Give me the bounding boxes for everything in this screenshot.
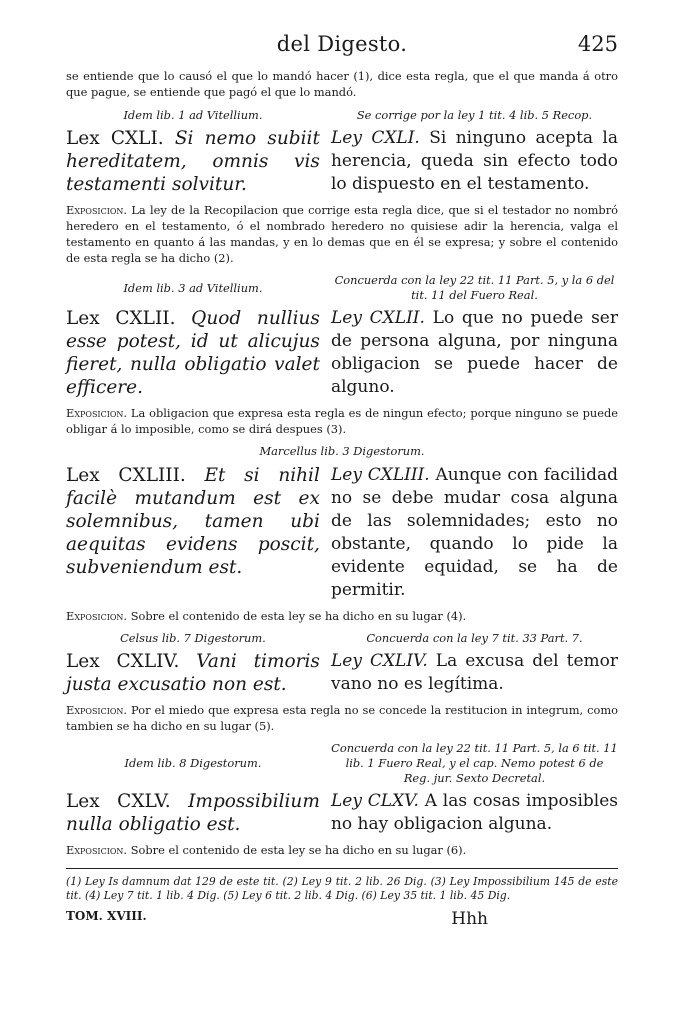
rule-columns xyxy=(66,464,618,602)
rule-section-cxlv xyxy=(66,741,618,858)
exposition xyxy=(66,405,618,437)
footnotes: (1) Ley Is damnum dat 129 de este tit. (2) Ley 9 tit. 2 lib. 26 Dig. (3) Ley Impossibilium 145 de este tit. (4) Ley 7 tit. 1 lib. 4 Dig. (5) Ley 6 tit. 2 lib. 4 Dig. (6) Ley 35 tit. 1 lib. 45 Dig. xyxy=(66,875,618,902)
spanish-concordance: Concuerda con la ley 22 tit. 11 Part. 5, la 6 tit. 11 lib. 1 Fuero Real, y el cap. Nemo potest 6 de Reg. jur. Sexto Decretal. xyxy=(331,741,618,785)
spanish-rule xyxy=(331,127,618,196)
spanish-concordance: Se corrige por la ley 1 tit. 4 lib. 5 Recop. xyxy=(356,108,593,122)
page-header xyxy=(66,28,618,68)
signature-mark: Hhh xyxy=(451,909,488,929)
ley-number: Ley CLXV. xyxy=(330,791,419,811)
latin-source: Idem lib. 1 ad Vitellium. xyxy=(123,108,263,122)
exposition-text: Por el miedo que expresa esta regla no se concede la restitucion in integrum, como tambien se ha dicho en su lugar (5). xyxy=(66,703,618,733)
lex-text: Quod nullius esse potest, id ut alicujus fieret, nulla obligatio valet efficere. xyxy=(66,308,320,398)
latin-rule xyxy=(66,790,320,836)
latin-source: Idem lib. 3 ad Vitellium. xyxy=(123,280,263,295)
latin-rule xyxy=(66,307,320,399)
source-row xyxy=(66,631,618,646)
exposition xyxy=(66,702,618,734)
latin-rule xyxy=(66,464,320,602)
lex-number: Lex CXLI. xyxy=(66,128,164,149)
ley-text: Aunque con facilidad no se debe mudar cosa alguna de las solemnidades; esto no obstante, quando lo pide la evidente equidad, se ha de permitir. xyxy=(330,465,618,600)
source-row xyxy=(66,108,618,123)
latin-rule xyxy=(66,650,320,696)
lex-text: Impossibilium nulla obligatio est. xyxy=(66,791,320,835)
intro-paragraph: se entiende que lo causó el que lo mandó hacer (1), dice esta regla, que el que manda á otro que pague, se entiende que pagó el que lo mandó. xyxy=(66,69,618,99)
exposition-text: La ley de la Recopilacion que corrige esta regla dice, que si el testador no nombró heredero en el testamento, ó el nombrado heredero no quisiese adir la herencia, valga el testamento en quanto á las mandas, y en lo demas que en él se expresa; y sobre el contenido de esta regla se ha dicho (2). xyxy=(66,203,618,265)
lex-text: Si nemo subiit hereditatem, omnis vis testamenti solvitur. xyxy=(66,128,320,195)
source-row xyxy=(66,273,618,303)
lex-number: Lex CXLV. xyxy=(66,791,171,812)
lex-number: Lex CXLII. xyxy=(66,308,176,329)
exposition xyxy=(66,202,618,266)
lex-number: Lex CXLIV. xyxy=(66,651,180,672)
ley-text: Lo que no puede ser de persona alguna, por ninguna obligacion se puede hacer de alguno. xyxy=(330,308,618,397)
tome-label: TOM. XVIII. xyxy=(66,909,147,923)
exposition-label: Exposicion. xyxy=(66,406,128,420)
lex-text: Vani timoris justa excusatio non est. xyxy=(66,651,320,695)
ley-number: Ley CXLIV. xyxy=(330,651,428,671)
ley-number: Ley CXLII. xyxy=(330,308,425,328)
ley-text: Si ninguno acepta la herencia, queda sin efecto todo lo dispuesto en el testamento. xyxy=(330,128,618,194)
lex-text: Et si nihil facilè mutandum est ex solemnibus, tamen ubi aequitas evidens poscit, subveniendum est. xyxy=(66,465,320,578)
ley-text: A las cosas imposibles no hay obligacion alguna. xyxy=(330,791,618,834)
page-number: 425 xyxy=(577,32,618,56)
lex-number: Lex CXLIII. xyxy=(66,465,186,486)
rule-section-cxliv xyxy=(66,631,618,734)
rule-section-cxli xyxy=(66,108,618,266)
spanish-rule xyxy=(331,307,618,399)
rule-columns xyxy=(66,127,618,196)
ley-number: Ley CXLIII. xyxy=(330,465,430,485)
spanish-concordance: Concuerda con la ley 7 tit. 33 Part. 7. xyxy=(366,631,583,645)
latin-source: Celsus lib. 7 Digestorum. xyxy=(120,631,266,645)
exposition-label: Exposicion. xyxy=(66,203,128,217)
exposition xyxy=(66,608,618,624)
spanish-concordance: Concuerda con la ley 22 tit. 11 Part. 5, y la 6 del tit. 11 del Fuero Real. xyxy=(334,273,615,302)
source-row xyxy=(66,741,618,786)
exposition-text: La obligacion que expresa esta regla es de ningun efecto; porque ninguno se puede obligar á lo imposible, como se dirá despues (3). xyxy=(66,406,618,436)
rule-columns xyxy=(66,790,618,836)
exposition-label: Exposicion. xyxy=(66,703,128,717)
ley-text: La excusa del temor vano no es legítima. xyxy=(330,651,619,694)
latin-rule xyxy=(66,127,320,196)
exposition-label: Exposicion. xyxy=(66,843,128,857)
rule-columns xyxy=(66,307,618,399)
exposition-text: Sobre el contenido de esta ley se ha dicho en su lugar (6). xyxy=(130,843,467,857)
spanish-rule xyxy=(331,650,618,696)
rule-columns xyxy=(66,650,618,696)
exposition xyxy=(66,842,618,858)
exposition-text: Sobre el contenido de esta ley se ha dicho en su lugar (4). xyxy=(130,609,467,623)
page-footer xyxy=(66,909,618,929)
spanish-rule xyxy=(331,790,618,836)
ley-number: Ley CXLI. xyxy=(330,128,420,148)
running-title: del Digesto. xyxy=(276,32,408,56)
footnote-divider xyxy=(66,868,618,869)
rule-section-cxlii xyxy=(66,273,618,437)
spanish-rule xyxy=(331,464,618,602)
exposition-label: Exposicion. xyxy=(66,609,128,623)
latin-source: Marcellus lib. 3 Digestorum. xyxy=(259,444,425,458)
rule-section-cxliii xyxy=(66,444,618,624)
latin-source: Idem lib. 8 Digestorum. xyxy=(124,756,262,770)
